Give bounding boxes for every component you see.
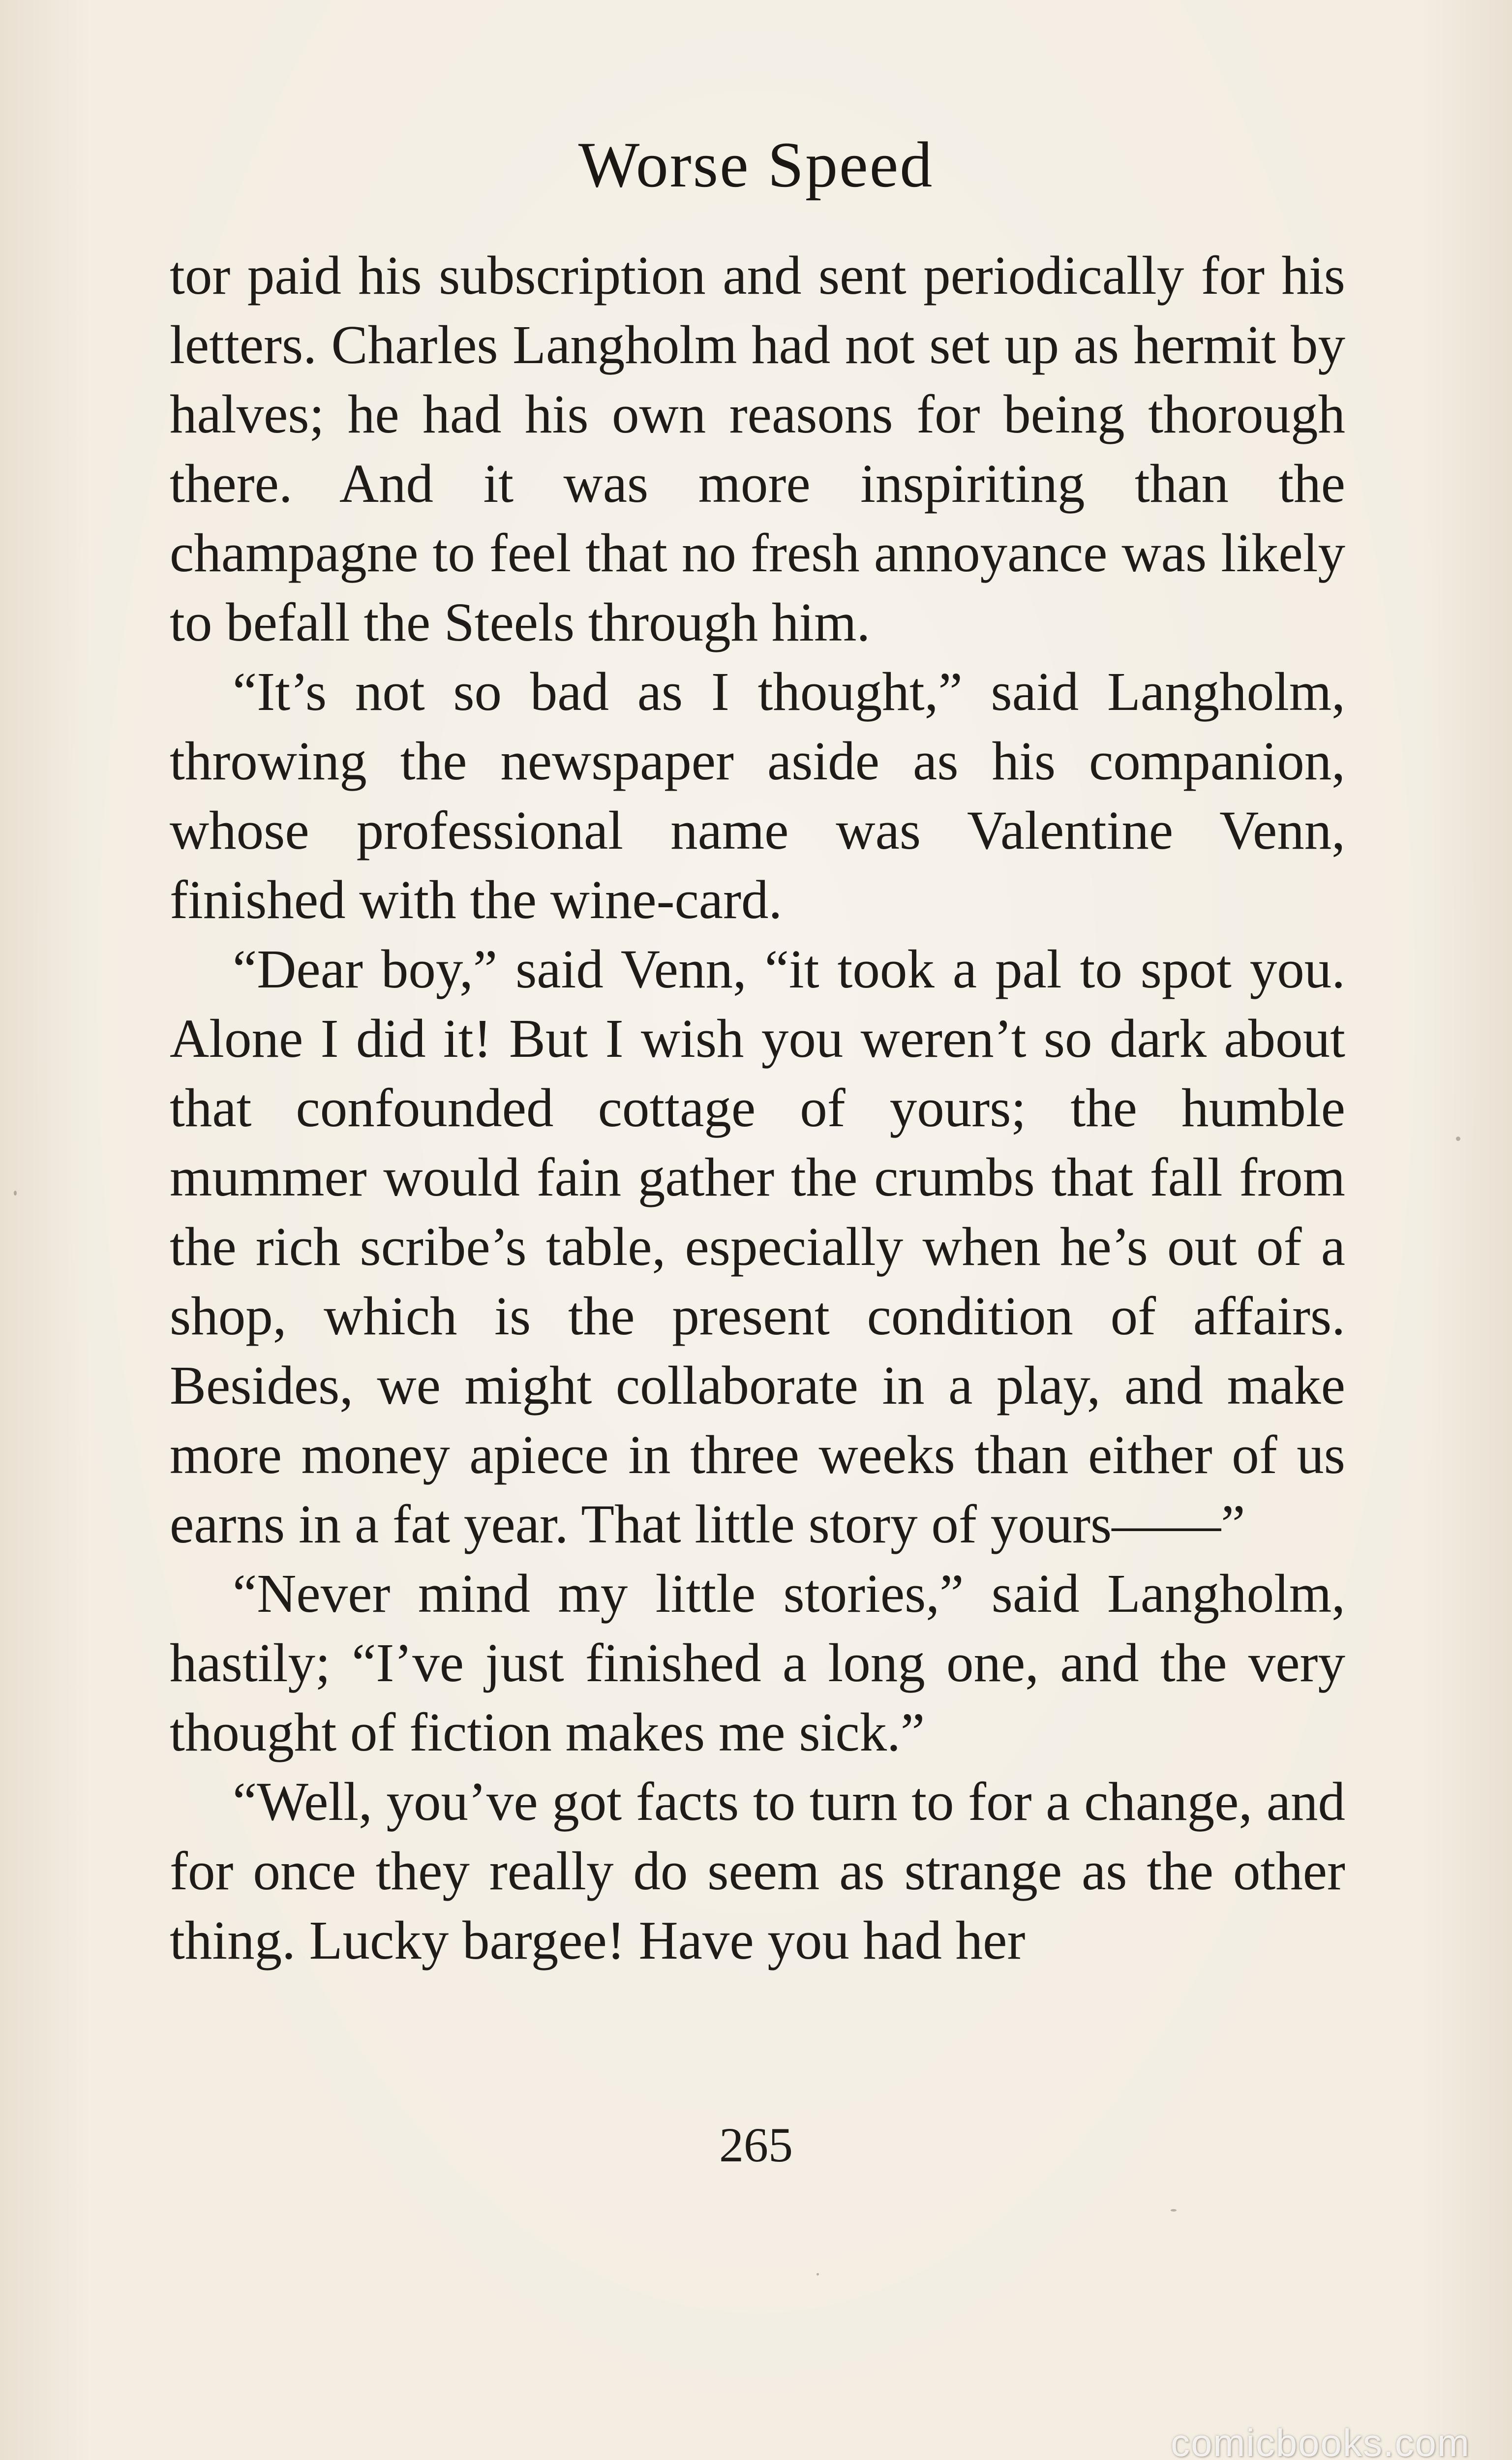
running-head: Worse Speed	[578, 128, 934, 201]
body-text	[170, 241, 1345, 1975]
paper-speck	[1456, 1137, 1460, 1141]
paper-speck	[816, 2273, 819, 2276]
paragraph: “Dear boy,” said Venn, “it took a pal to spot you. Alone I did it! But I wish you weren’t so dark about that confounded cottage of yours; the humble mummer would fain gather the crumbs that fall from the rich scribe’s table, especially when he’s out of a shop, which is the present condition of affairs. Besides, we might collaborate in a play, and make more money apiece in three weeks than either of us earns in a fat year. That little story of yours——”	[170, 939, 1345, 1555]
page-number: 265	[719, 2118, 793, 2172]
paper-speck	[1171, 2209, 1177, 2212]
paragraph: tor paid his subscription and sent periodically for his letters. Charles Langholm had not set up as hermit by halves; he had his own reasons for being thorough there. And it was more inspiriting than the champagne to feel that no fresh annoyance was likely to befall the Steels through him.	[170, 246, 1345, 653]
paragraph: “It’s not so bad as I thought,” said Langholm, throwing the newspaper aside as his companion, whose professional name was Valentine Venn, finished with the wine-card.	[170, 662, 1345, 930]
watermark: comicbooks.com	[1171, 2421, 1470, 2460]
paper-speck	[14, 1191, 17, 1196]
paragraph: “Well, you’ve got facts to turn to for a change, and for once they really do seem as strange as the other thing. Lucky bargee! Have you had her	[170, 1772, 1345, 1971]
paragraph: “Never mind my little stories,” said Langholm, hastily; “I’ve just finished a long one, and the very thought of fiction makes me sick.”	[170, 1564, 1345, 1763]
